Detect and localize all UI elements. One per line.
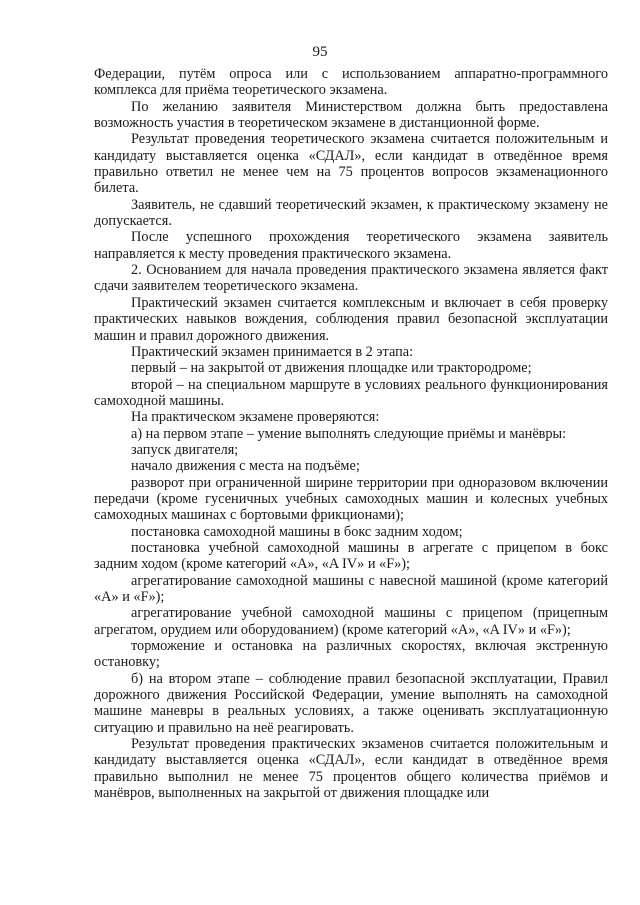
paragraph: На практическом экзамене проверяются: bbox=[131, 409, 380, 426]
paragraph: По желанию заявителя Министерством должна быть предоставлена возможность участия в теоретическом экзамене в дистанционной форме. bbox=[94, 98, 608, 132]
paragraph: Заявитель, не сдавший теоретический экзамен, к практическому экзамену не допускается. bbox=[94, 196, 608, 230]
paragraph: б) на втором этапе – соблюдение правил безопасной эксплуатации, Правил дорожного движения Российской Федерации, умение выполнять на самоходной машине маневры в реальных условиях, а также оценивать эксплуатационную ситуацию и правильно на неё реагировать. bbox=[94, 670, 608, 736]
paragraph: Результат проведения практических экзаменов считается положительным и кандидату выставляется оценка «СДАЛ», если кандидат в отведённое время правильно выполнил не менее 75 процентов общего количества приёмов и манёвров, выполненных на закрытой от движения площадке или bbox=[94, 736, 608, 802]
paragraph: а) на первом этапе – умение выполнять следующие приёмы и манёвры: bbox=[131, 425, 567, 442]
paragraph: начало движения с места на подъёме; bbox=[131, 458, 360, 475]
paragraph: разворот при ограниченной ширине территории при одноразовом включении передачи (кроме гусеничных учебных самоходных машин и колесных учебных самоходных машинах с бортовыми фрикционами); bbox=[94, 474, 608, 524]
paragraph: Федерации, путём опроса или с использованием аппаратно-программного комплекса для приёма теоретического экзамена. bbox=[94, 66, 608, 99]
paragraph: 2. Основанием для начала проведения практического экзамена является факт сдачи заявителем теоретического экзамена. bbox=[94, 262, 608, 295]
paragraph: запуск двигателя; bbox=[131, 441, 239, 458]
paragraph: Результат проведения теоретического экзамена считается положительным и кандидату выставляется оценка «СДАЛ», если кандидат в отведённое время правильно ответил не менее чем на 75 процентов вопросов экзаменационного билета. bbox=[94, 131, 608, 197]
paragraph: агрегатирование учебной самоходной машины с прицепом (прицепным агрегатом, орудием или оборудованием) (кроме категорий «A», «A IV» и «F»); bbox=[94, 605, 608, 638]
paragraph: После успешного прохождения теоретического экзамена заявитель направляется к месту проведения практического экзамена. bbox=[94, 229, 608, 262]
paragraph: Практический экзамен считается комплексным и включает в себя проверку практических навыков вождения, соблюдения правил безопасной эксплуатации машин и правил дорожного движения. bbox=[94, 294, 608, 344]
paragraph: постановка учебной самоходной машины в агрегате с прицепом в бокс задним ходом (кроме категорий «A», «A IV» и «F»); bbox=[94, 539, 608, 573]
paragraph: второй – на специальном маршруте в условиях реального функционирования самоходной машины. bbox=[94, 376, 608, 409]
paragraph: постановка самоходной машины в бокс задним ходом; bbox=[131, 523, 463, 540]
paragraph: первый – на закрытой от движения площадке или трактородроме; bbox=[131, 360, 532, 377]
paragraph: агрегатирование самоходной машины с навесной машиной (кроме категорий «A» и «F»); bbox=[94, 572, 608, 605]
paragraph: Практический экзамен принимается в 2 этапа: bbox=[131, 343, 414, 360]
paragraph: торможение и остановка на различных скоростях, включая экстренную остановку; bbox=[94, 638, 608, 671]
page-number: 95 bbox=[312, 44, 328, 60]
body-text bbox=[94, 66, 608, 801]
